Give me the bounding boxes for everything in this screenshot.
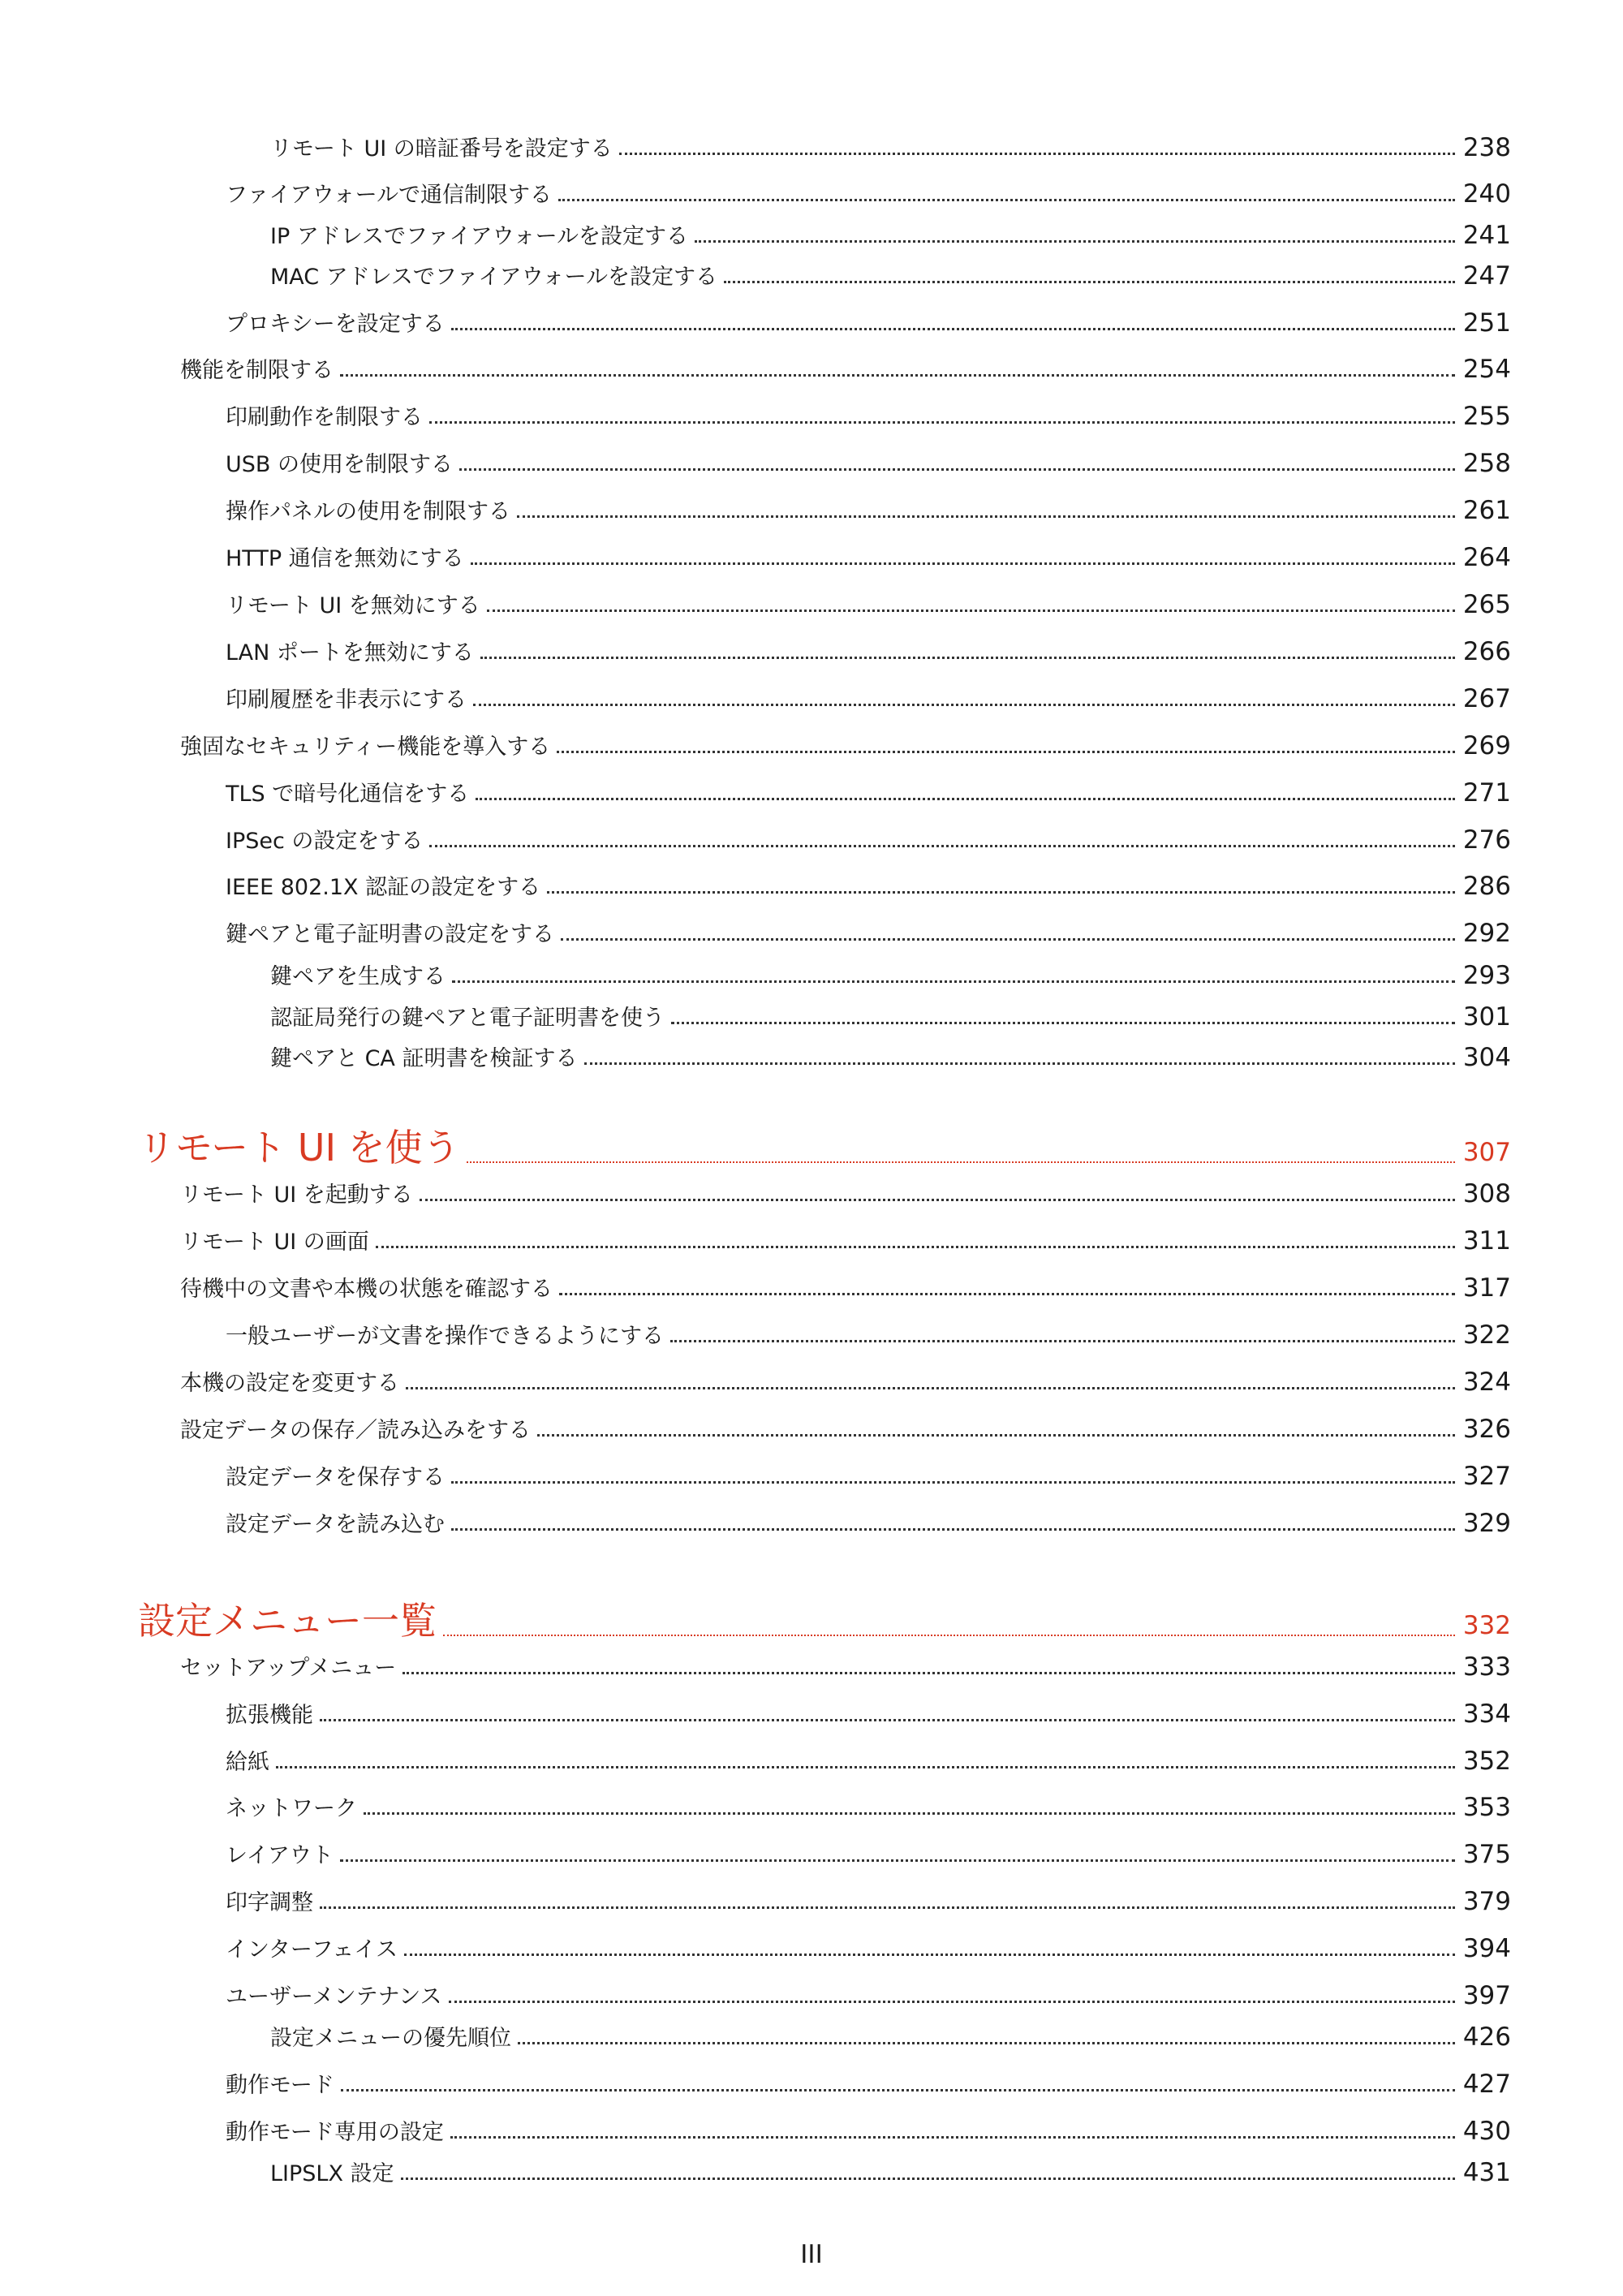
toc-entry[interactable] bbox=[226, 916, 1511, 948]
toc-entry-page-number: 426 bbox=[1462, 2022, 1511, 2052]
dot-leader bbox=[518, 2042, 1455, 2044]
dot-leader bbox=[476, 798, 1455, 800]
toc-entry-label: リモート UI の暗証番号を設定する bbox=[270, 136, 613, 162]
toc-entry-page-number: 431 bbox=[1462, 2158, 1511, 2187]
dot-leader bbox=[364, 1812, 1455, 1815]
toc-entry-page-number: 353 bbox=[1462, 1793, 1511, 1822]
toc-entry-page-number: 258 bbox=[1462, 449, 1511, 478]
dot-leader bbox=[471, 562, 1455, 565]
toc-entry[interactable] bbox=[270, 2020, 1511, 2052]
toc-entry[interactable] bbox=[270, 1000, 1511, 1032]
toc-entry-label: MAC アドレスでファイアウォールを設定する bbox=[270, 265, 717, 290]
dot-leader bbox=[429, 845, 1454, 847]
toc-entry-page-number: 329 bbox=[1462, 1509, 1511, 1538]
dot-leader bbox=[451, 328, 1455, 330]
dot-leader bbox=[558, 199, 1455, 201]
toc-entry-page-number: 311 bbox=[1462, 1226, 1511, 1256]
toc-entry-page-number: 327 bbox=[1462, 1462, 1511, 1491]
toc-entry-label: 設定メニュー一覧 bbox=[138, 1599, 437, 1643]
toc-entry-label: プロキシーを設定する bbox=[226, 312, 445, 337]
toc-entry-label: 印刷動作を制限する bbox=[226, 405, 423, 430]
toc-entry[interactable] bbox=[180, 352, 1511, 384]
toc-entry-label: 印字調整 bbox=[226, 1890, 313, 1915]
toc-entry[interactable] bbox=[270, 259, 1511, 291]
toc-entry[interactable] bbox=[226, 869, 1511, 901]
dot-leader bbox=[340, 1859, 1455, 1862]
toc-entry[interactable] bbox=[226, 1459, 1511, 1491]
toc-entry-label: 給紙 bbox=[226, 1750, 269, 1775]
toc-entry-label: 設定データの保存／読み込みをする bbox=[180, 1418, 531, 1443]
toc-entry-label: 操作パネルの使用を制限する bbox=[226, 499, 510, 524]
toc-entry-label: 認証局発行の鍵ペアと電子証明書を使う bbox=[270, 1006, 665, 1031]
toc-entry-label: ユーザーメンテナンス bbox=[226, 1984, 442, 2010]
dot-leader bbox=[671, 1022, 1455, 1024]
dot-leader bbox=[320, 1719, 1455, 1721]
toc-entry[interactable] bbox=[180, 1224, 1511, 1256]
toc-entry[interactable] bbox=[270, 958, 1511, 990]
toc-entry-label: 動作モード bbox=[226, 2073, 334, 2098]
dot-leader bbox=[557, 751, 1455, 753]
toc-entry-page-number: 333 bbox=[1462, 1652, 1511, 1682]
toc-entry-page-number: 292 bbox=[1462, 919, 1511, 948]
toc-entry-page-number: 241 bbox=[1462, 221, 1511, 250]
toc-entry-label: 待機中の文書や本機の状態を確認する bbox=[180, 1277, 553, 1302]
dot-leader bbox=[559, 1293, 1455, 1295]
toc-entry-label: リモート UI を無効にする bbox=[226, 593, 480, 618]
toc-entry-page-number: 394 bbox=[1462, 1934, 1511, 1963]
toc-entry-label: 一般ユーザーが文書を操作できるようにする bbox=[226, 1324, 664, 1349]
toc-entry-label: 鍵ペアを生成する bbox=[270, 964, 446, 989]
toc-entry[interactable] bbox=[226, 1506, 1511, 1538]
toc-chapter-entry[interactable] bbox=[138, 1118, 1511, 1172]
dot-leader bbox=[451, 1528, 1455, 1531]
dot-leader bbox=[480, 657, 1455, 659]
toc-entry-label: 拡張機能 bbox=[226, 1703, 313, 1728]
toc-entry-page-number: 254 bbox=[1462, 355, 1511, 384]
dot-leader bbox=[340, 374, 1455, 377]
dot-leader bbox=[404, 1954, 1455, 1956]
dot-leader bbox=[341, 2089, 1455, 2091]
toc-entry-page-number: 430 bbox=[1462, 2117, 1511, 2146]
toc-entry-label: リモート UI を起動する bbox=[180, 1182, 413, 1208]
toc-entry[interactable] bbox=[180, 1412, 1511, 1444]
dot-leader bbox=[320, 1906, 1455, 1909]
toc-entry[interactable] bbox=[226, 682, 1511, 713]
dot-leader bbox=[403, 1672, 1455, 1674]
toc-entry-label: HTTP 通信を無効にする bbox=[226, 546, 464, 571]
dot-leader bbox=[401, 2178, 1455, 2180]
toc-entry-page-number: 276 bbox=[1462, 825, 1511, 855]
toc-entry-page-number: 255 bbox=[1462, 402, 1511, 431]
toc-entry-page-number: 427 bbox=[1462, 2070, 1511, 2099]
toc-entry-label: 機能を制限する bbox=[180, 358, 334, 383]
dot-leader bbox=[473, 704, 1455, 706]
dot-leader bbox=[449, 2001, 1455, 2003]
dot-leader bbox=[459, 468, 1455, 471]
dot-leader bbox=[376, 1246, 1455, 1248]
toc-entry[interactable] bbox=[180, 1650, 1511, 1682]
toc-entry-label: USB の使用を制限する bbox=[226, 452, 454, 477]
toc-entry-page-number: 264 bbox=[1462, 543, 1511, 572]
toc-entry[interactable] bbox=[226, 1744, 1511, 1776]
toc-entry-label: IEEE 802.1X 認証の設定をする bbox=[226, 875, 541, 900]
toc-entry[interactable] bbox=[226, 541, 1511, 572]
toc-chapter-entry[interactable] bbox=[138, 1592, 1511, 1645]
toc-entry-page-number: 251 bbox=[1462, 308, 1511, 338]
toc-entry-label: 設定メニューの優先順位 bbox=[270, 2026, 511, 2051]
toc-entry-page-number: 269 bbox=[1462, 731, 1511, 760]
toc-entry-page-number: 308 bbox=[1462, 1179, 1511, 1208]
toc-entry[interactable] bbox=[226, 493, 1511, 525]
toc-entry-page-number: 240 bbox=[1462, 179, 1511, 209]
toc-entry-page-number: 326 bbox=[1462, 1415, 1511, 1444]
toc-entry-page-number: 271 bbox=[1462, 778, 1511, 808]
toc-entry-page-number: 293 bbox=[1462, 961, 1511, 990]
toc-entry-page-number: 334 bbox=[1462, 1699, 1511, 1729]
dot-leader bbox=[467, 1161, 1455, 1163]
toc-entry[interactable] bbox=[270, 131, 1511, 162]
toc-entry-label: レイアウト bbox=[226, 1843, 334, 1868]
toc-entry[interactable] bbox=[226, 446, 1511, 478]
dot-leader bbox=[584, 1062, 1455, 1065]
toc-entry-label: LIPSLX 設定 bbox=[270, 2161, 394, 2186]
toc-entry-page-number: 322 bbox=[1462, 1320, 1511, 1350]
toc-entry-page-number: 317 bbox=[1462, 1273, 1511, 1303]
toc-entry-label: IP アドレスでファイアウォールを設定する bbox=[270, 224, 689, 249]
dot-leader bbox=[670, 1340, 1455, 1342]
toc-entry-label: LAN ポートを無効にする bbox=[226, 640, 474, 666]
toc-entry[interactable] bbox=[180, 1177, 1511, 1208]
toc-entry[interactable] bbox=[180, 729, 1511, 760]
toc-entry-label: 鍵ペアと CA 証明書を検証する bbox=[270, 1046, 578, 1071]
dot-leader bbox=[537, 1434, 1455, 1437]
page-footer-number: III bbox=[800, 2240, 823, 2269]
toc-entry-page-number: 286 bbox=[1462, 872, 1511, 901]
toc-entry-label: 強固なセキュリティー機能を導入する bbox=[180, 734, 551, 760]
toc-entry-label: 動作モード専用の設定 bbox=[226, 2120, 444, 2145]
toc-entry-label: リモート UI の画面 bbox=[180, 1230, 369, 1255]
dot-leader bbox=[276, 1766, 1455, 1768]
toc-entry-page-number: 247 bbox=[1462, 261, 1511, 291]
toc-entry[interactable] bbox=[226, 1932, 1511, 1963]
toc-entry-page-number: 379 bbox=[1462, 1887, 1511, 1916]
dot-leader bbox=[517, 515, 1455, 518]
toc-entry-page-number: 261 bbox=[1462, 496, 1511, 525]
dot-leader bbox=[450, 2136, 1455, 2139]
dot-leader bbox=[487, 610, 1455, 612]
toc-entry-page-number: 301 bbox=[1462, 1002, 1511, 1032]
toc-entry-label: 鍵ペアと電子証明書の設定をする bbox=[226, 922, 554, 947]
toc-entry-label: リモート UI を使う bbox=[138, 1126, 460, 1170]
toc-entry-page-number: 267 bbox=[1462, 684, 1511, 713]
dot-leader bbox=[695, 240, 1455, 243]
toc-entry[interactable] bbox=[226, 306, 1511, 338]
dot-leader bbox=[547, 891, 1455, 894]
toc-entry[interactable] bbox=[226, 588, 1511, 619]
toc-entry[interactable] bbox=[226, 776, 1511, 808]
toc-entry-page-number: 375 bbox=[1462, 1840, 1511, 1869]
toc-entry[interactable] bbox=[226, 2114, 1511, 2146]
toc-entry-page-number: 265 bbox=[1462, 590, 1511, 619]
toc-entry-label: TLS で暗号化通信をする bbox=[226, 782, 470, 807]
dot-leader bbox=[451, 1481, 1455, 1484]
toc-entry[interactable] bbox=[226, 2067, 1511, 2099]
toc-entry-page-number: 304 bbox=[1462, 1043, 1511, 1072]
toc-entry[interactable] bbox=[226, 177, 1511, 209]
toc-entry-label: 設定データを読み込む bbox=[226, 1512, 445, 1537]
toc-entry-label: セットアップメニュー bbox=[180, 1656, 397, 1681]
toc-entry[interactable] bbox=[226, 823, 1511, 855]
dot-leader bbox=[619, 153, 1455, 155]
toc-entry-page-number: 324 bbox=[1462, 1368, 1511, 1397]
dot-leader bbox=[420, 1199, 1455, 1201]
toc-entry[interactable] bbox=[270, 218, 1511, 250]
dot-leader bbox=[429, 421, 1455, 424]
toc-entry[interactable] bbox=[226, 1979, 1511, 2010]
toc-entry[interactable] bbox=[270, 2156, 1511, 2187]
toc-entry-page-number: 266 bbox=[1462, 637, 1511, 666]
toc-entry-label: ネットワーク bbox=[226, 1796, 357, 1821]
toc-entry-page-number: 332 bbox=[1462, 1611, 1511, 1640]
dot-leader bbox=[443, 1635, 1455, 1636]
toc-entry[interactable] bbox=[226, 1318, 1511, 1350]
toc-entry-label: 設定データを保存する bbox=[226, 1465, 445, 1490]
dot-leader bbox=[406, 1387, 1455, 1389]
toc-entry[interactable] bbox=[180, 1365, 1511, 1397]
toc-entry-label: インターフェイス bbox=[226, 1937, 398, 1962]
toc-entry[interactable] bbox=[226, 1790, 1511, 1822]
dot-leader bbox=[561, 938, 1455, 941]
toc-entry[interactable] bbox=[226, 1837, 1511, 1869]
toc-entry[interactable] bbox=[226, 1885, 1511, 1916]
toc-entry[interactable] bbox=[226, 399, 1511, 431]
toc-entry-page-number: 307 bbox=[1462, 1138, 1511, 1167]
toc-entry-page-number: 352 bbox=[1462, 1747, 1511, 1776]
toc-entry-label: 印刷履歴を非表示にする bbox=[226, 687, 467, 713]
toc-entry[interactable] bbox=[226, 1697, 1511, 1729]
dot-leader bbox=[452, 980, 1455, 983]
toc-entry-page-number: 397 bbox=[1462, 1981, 1511, 2010]
toc-entry-page-number: 238 bbox=[1462, 133, 1511, 162]
toc-entry-label: IPSec の設定をする bbox=[226, 829, 424, 854]
toc-entry-label: ファイアウォールで通信制限する bbox=[226, 183, 553, 208]
toc-entry-label: 本機の設定を変更する bbox=[180, 1371, 399, 1396]
toc-entry[interactable] bbox=[270, 1040, 1511, 1072]
toc-entry[interactable] bbox=[180, 1271, 1511, 1303]
dot-leader bbox=[724, 281, 1455, 283]
toc-entry[interactable] bbox=[226, 635, 1511, 666]
